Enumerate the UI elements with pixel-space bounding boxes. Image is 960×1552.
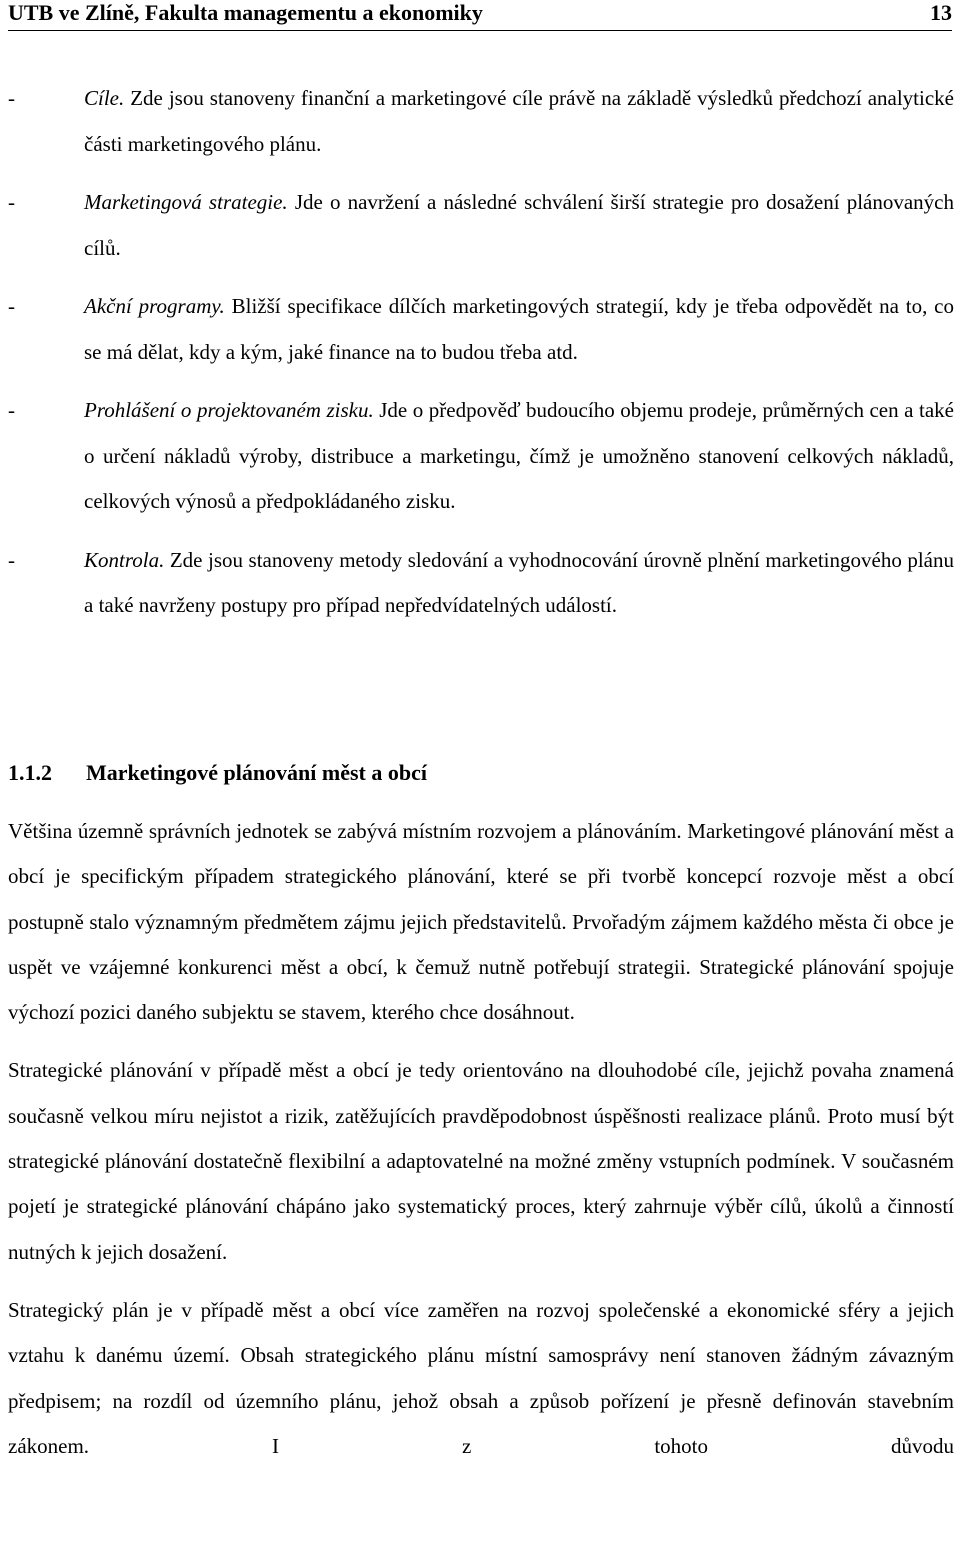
bullet-lead: Akční programy.	[84, 294, 225, 318]
bullet-lead: Cíle.	[84, 86, 125, 110]
bullet-dash: -	[8, 190, 15, 214]
bullet-text: Bližší specifikace dílčích marketingových strategií, kdy je třeba odpovědět na to, co se má dělat, kdy a kým, jaké finance na to budou třeba atd.	[84, 294, 954, 364]
bullet-text: Jde o navržení a následné schválení širší strategie pro dosažení plánovaných cílů.	[84, 190, 954, 260]
section-heading	[8, 758, 427, 788]
paragraph: Strategický plán je v případě měst a obcí více zaměřen na rozvoj společenské a ekonomické sféry a jejich vztahu k danému území. Obsah strategického plánu místní samosprávy není stanoven žádným závazným předpisem; na rozdíl od územního plánu, jehož obsah a způsob pořízení je přesně definován stavebním zákonem. I z tohoto důvodu	[8, 1297, 954, 1458]
bullet-text: Zde jsou stanoveny finanční a marketingové cíle právě na základě výsledků předchozí analytické části marketingového plánu.	[84, 86, 954, 156]
list-item	[8, 538, 954, 629]
bullet-text: Jde o předpověď budoucího objemu prodeje, průměrných cen a také o určení nákladů výroby, distribuce a marketingu, čímž je umožněno stanovení celkových nákladů, celkových výnosů a předpokládaného zisku.	[84, 398, 954, 513]
list-item	[8, 284, 954, 375]
bullet-list	[8, 76, 954, 642]
list-item	[8, 388, 954, 525]
bullet-dash: -	[8, 294, 15, 318]
bullet-dash: -	[8, 547, 15, 572]
body-text	[8, 809, 954, 1482]
section-number: 1.1.2	[8, 760, 52, 785]
section-title: Marketingové plánování měst a obcí	[86, 760, 427, 785]
header-title: UTB ve Zlíně, Fakulta managementu a ekonomiky	[8, 0, 483, 25]
list-item	[8, 180, 954, 271]
running-header	[8, 0, 952, 31]
bullet-lead: Kontrola.	[84, 547, 165, 572]
bullet-text: Zde jsou stanoveny metody sledování a vyhodnocování úrovně plnění marketingového plánu a také navrženy postupy pro případ nepředvídatelných událostí.	[84, 547, 954, 617]
bullet-dash: -	[8, 398, 15, 422]
bullet-dash: -	[8, 86, 15, 110]
list-item	[8, 76, 954, 167]
bullet-lead: Marketingová strategie.	[84, 190, 288, 214]
bullet-lead: Prohlášení o projektovaném zisku.	[84, 398, 374, 422]
paragraph: Většina územně správních jednotek se zabývá místním rozvojem a plánováním. Marketingové plánování měst a obcí je specifickým případem strategického plánování, které se při tvorbě koncepcí rozvoje měst a obcí postupně stalo významným předmětem zájmu jejich představitelů. Prvořadým zájmem každého města či obce je uspět ve vzájemné konkurenci měst a obcí, k čemuž nutně potřebují strategii. Strategické plánování spojuje výchozí pozici daného subjektu se stavem, kterého chce dosáhnout.	[8, 819, 954, 1025]
page-number: 13	[930, 0, 952, 25]
paragraph: Strategické plánování v případě měst a obcí je tedy orientováno na dlouhodobé cíle, jejichž povaha znamená současně velkou míru nejistot a rizik, zatěžujících pravděpodobnost úspěšnosti realizace plánů. Proto musí být strategické plánování dostatečně flexibilní a adaptovatelné na možné změny vstupních podmínek. V současném pojetí je strategické plánování chápáno jako systematický proces, který zahrnuje výběr cílů, úkolů a činností nutných k jejich dosažení.	[8, 1058, 954, 1264]
